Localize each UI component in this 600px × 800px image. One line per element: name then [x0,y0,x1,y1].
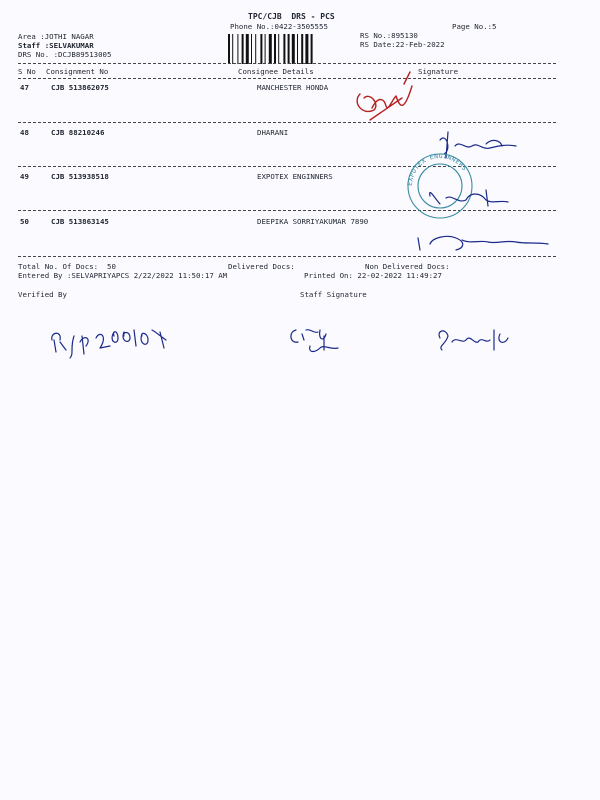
row-sno: 50 [20,217,29,226]
staff-label: Staff :SELVAKUMAR [18,41,94,50]
city-scribble [291,330,338,352]
row-consignment: CJB 513938518 [51,172,109,181]
rs-number: RS No.:895130 [360,31,418,40]
row-sno: 48 [20,128,29,137]
drs-number: DRS No. :DCJB89513005 [18,50,112,59]
non-delivered-docs: Non Delivered Docs: [365,262,450,271]
col-consignee: Consignee Details [238,67,314,76]
col-consignment: Consignment No [46,67,109,76]
svg-text:EXPOTEX ENGINNERS [406,152,469,186]
row-consignee: MANCHESTER HONDA [257,83,329,92]
total-docs: Total No. Of Docs: 50 [18,262,116,271]
rs-date: RS Date:22-Feb-2022 [360,40,445,49]
page-number: Page No.:5 [452,22,497,31]
staff-signature-label: Staff Signature [300,290,367,299]
signature-deepika [418,236,548,250]
row-sno: 49 [20,172,29,181]
row-sno: 47 [20,83,29,92]
row-consignment: CJB 88210246 [51,128,105,137]
handwritten-note [52,330,166,358]
row-consignee: DHARANI [257,128,289,137]
delivered-docs: Delivered Docs: [228,262,295,271]
col-sno: S No [18,67,36,76]
entered-by: Entered By :SELVAPRIYAPCS 2/22/2022 11:50:17 AM [18,271,228,280]
row-consignment: CJB 513862075 [51,83,109,92]
row-consignee: EXPOTEX ENGINNERS [257,172,333,181]
phone-number: Phone No.:0422-3505555 [230,22,328,31]
verified-by-label: Verified By [18,290,67,299]
signature-red [357,72,412,120]
area-label: Area :JOTHI NAGAR [18,32,94,41]
col-signature: Signature [418,67,459,76]
stamp-text: EXPOTEX ENGINNERS [405,151,469,187]
row-consignee: DEEPIKA SORRIYAKUMAR 7890 [257,217,369,226]
staff-scribble [439,330,508,350]
row-consignment: CJB 513863145 [51,217,109,226]
document-title: TPC/CJB DRS - PCS [248,12,335,21]
printed-on: Printed On: 22-02-2022 11:49:27 [304,271,442,280]
company-stamp [406,152,508,218]
